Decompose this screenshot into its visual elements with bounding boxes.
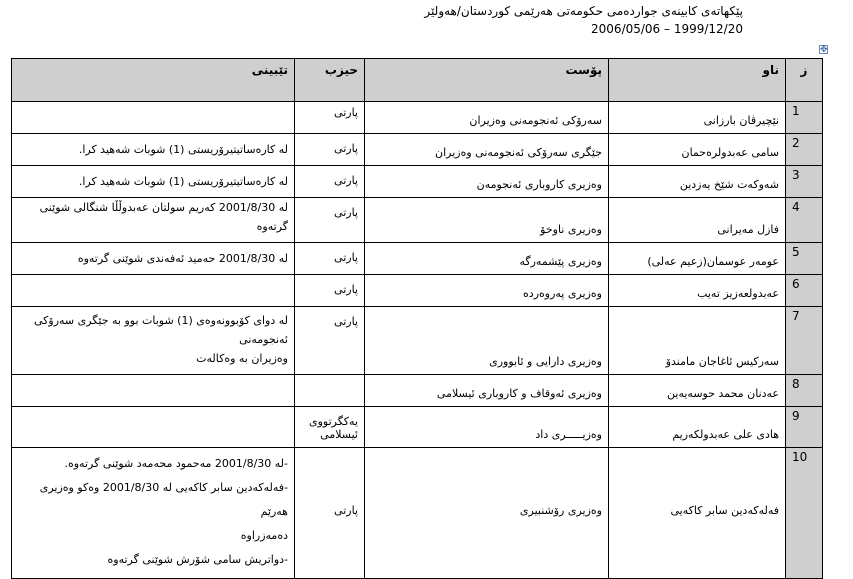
col-header-party: حیزب	[295, 59, 365, 102]
cell-post: وەزیـــــری داد	[365, 407, 609, 448]
cell-note	[12, 243, 295, 275]
table-row	[12, 102, 823, 134]
cell-num: 7	[786, 307, 823, 375]
cell-post: وەزیری پەروەردە	[365, 275, 609, 307]
cell-post: وەزیری ئەوقاف و کاروباری ئیسلامی	[365, 375, 609, 407]
table-row	[12, 134, 823, 166]
cell-party: پارتی	[295, 102, 365, 134]
col-header-name: ناو	[609, 59, 786, 102]
cell-party: پارتی	[295, 307, 365, 375]
cell-name: شەوکەت شێخ یەزدین	[609, 166, 786, 198]
cabinet-table	[11, 58, 823, 579]
cell-party: پارتی	[295, 166, 365, 198]
note-line: وەزیران بە وەکالەت	[196, 352, 288, 365]
table-move-handle-icon[interactable]: ✥	[820, 45, 828, 55]
col-header-note: تێبینی	[12, 59, 295, 102]
cell-party	[295, 375, 365, 407]
cell-name: عەدنان محمد حوسەیەین	[609, 375, 786, 407]
table-row	[12, 166, 823, 198]
table-row	[12, 407, 823, 448]
cell-name: فەلەکەدین سابر کاکەیی	[609, 448, 786, 579]
cell-num: 9	[786, 407, 823, 448]
cell-post: جێگری سەرۆکی ئەنجومەنی وەزیران	[365, 134, 609, 166]
cell-party: یەکگرتووی ئیسلامی	[295, 407, 365, 448]
note-line: -دواتریش سامی شۆرش شوێنی گرتەوە	[107, 553, 288, 566]
note-line: لە 2001/8/30 حەمید ئەفەندی شوێنی گرتەوە	[77, 252, 288, 265]
cell-name: عەبدولعەزیز تەیب	[609, 275, 786, 307]
cell-post: وەزیری پێشمەرگە	[365, 243, 609, 275]
cell-num: 10	[786, 448, 823, 579]
cell-num: 8	[786, 375, 823, 407]
note-line: لە کارەساتیتیرۆریستی (1) شوبات شەهید کرا.	[78, 143, 288, 156]
cell-num: 5	[786, 243, 823, 275]
note-line: لە دوای کۆبوونەوەی (1) شوبات بوو بە جێگری سەرۆکی ئەنجومەنی	[33, 314, 288, 346]
cell-post: سەرۆکی ئەنجومەنی وەزیران	[365, 102, 609, 134]
cell-note	[12, 375, 295, 407]
cell-post: وەزیری دارایی و ئابووری	[365, 307, 609, 375]
table-row	[12, 375, 823, 407]
table-row	[12, 448, 823, 579]
cell-note	[12, 275, 295, 307]
cell-note	[12, 448, 295, 579]
cell-num: 2	[786, 134, 823, 166]
cell-name: سەرکیس ئاغاجان مامندۆ	[609, 307, 786, 375]
cell-name: فازل مەیرانی	[609, 198, 786, 243]
table-header-row	[12, 59, 823, 102]
note-line: -لە 2001/8/30 مەحمود محەمەد شوێنی گرتەوە.	[64, 457, 288, 470]
cell-party: پارتی	[295, 243, 365, 275]
cell-name: هادی علی عەبدولکەریم	[609, 407, 786, 448]
table-row	[12, 307, 823, 375]
cell-post: وەزیری کاروباری ئەنجومەن	[365, 166, 609, 198]
cell-post: وەزیری رۆشنبیری	[365, 448, 609, 579]
document-dates: 2006/05/06 – 1999/12/20	[591, 22, 743, 36]
cell-post: وەزیری ناوخۆ	[365, 198, 609, 243]
table-row	[12, 243, 823, 275]
cell-party: پارتی	[295, 134, 365, 166]
note-line: لە کارەساتیتیرۆریستی (1) شوبات شەهید کرا.	[78, 175, 288, 188]
note-line: -فەلەکەدین سابر کاکەیی لە 2001/8/30 وەکو وەزیری هەرێم	[39, 481, 288, 518]
cell-party: پارتی	[295, 198, 365, 243]
table-row	[12, 198, 823, 243]
cell-note	[12, 166, 295, 198]
cell-party: پارتی	[295, 448, 365, 579]
cell-num: 4	[786, 198, 823, 243]
cell-party: پارتی	[295, 275, 365, 307]
cell-note	[12, 198, 295, 243]
col-header-post: پۆست	[365, 59, 609, 102]
cell-note	[12, 307, 295, 375]
note-line: دەمەزراوە	[240, 529, 288, 542]
cell-note	[12, 407, 295, 448]
col-header-num: ز	[786, 59, 823, 102]
cell-name: سامی عەبدولرەحمان	[609, 134, 786, 166]
cell-num: 1	[786, 102, 823, 134]
cell-num: 6	[786, 275, 823, 307]
cell-note	[12, 102, 295, 134]
table-row	[12, 275, 823, 307]
cell-note	[12, 134, 295, 166]
document-title: پێکهاتەی کابینەی جواردەمی حکومەتی هەرێمی کوردستان/هەولێر	[424, 4, 743, 18]
cell-name: عومەر عوسمان(زعیم عەلی)	[609, 243, 786, 275]
note-line: لە 2001/8/30 کەریم سولتان عەبدوڵڵا شنگالی شوێنی گرتەوە	[39, 201, 288, 233]
cell-num: 3	[786, 166, 823, 198]
cell-name: نێچیرڤان بارزانی	[609, 102, 786, 134]
